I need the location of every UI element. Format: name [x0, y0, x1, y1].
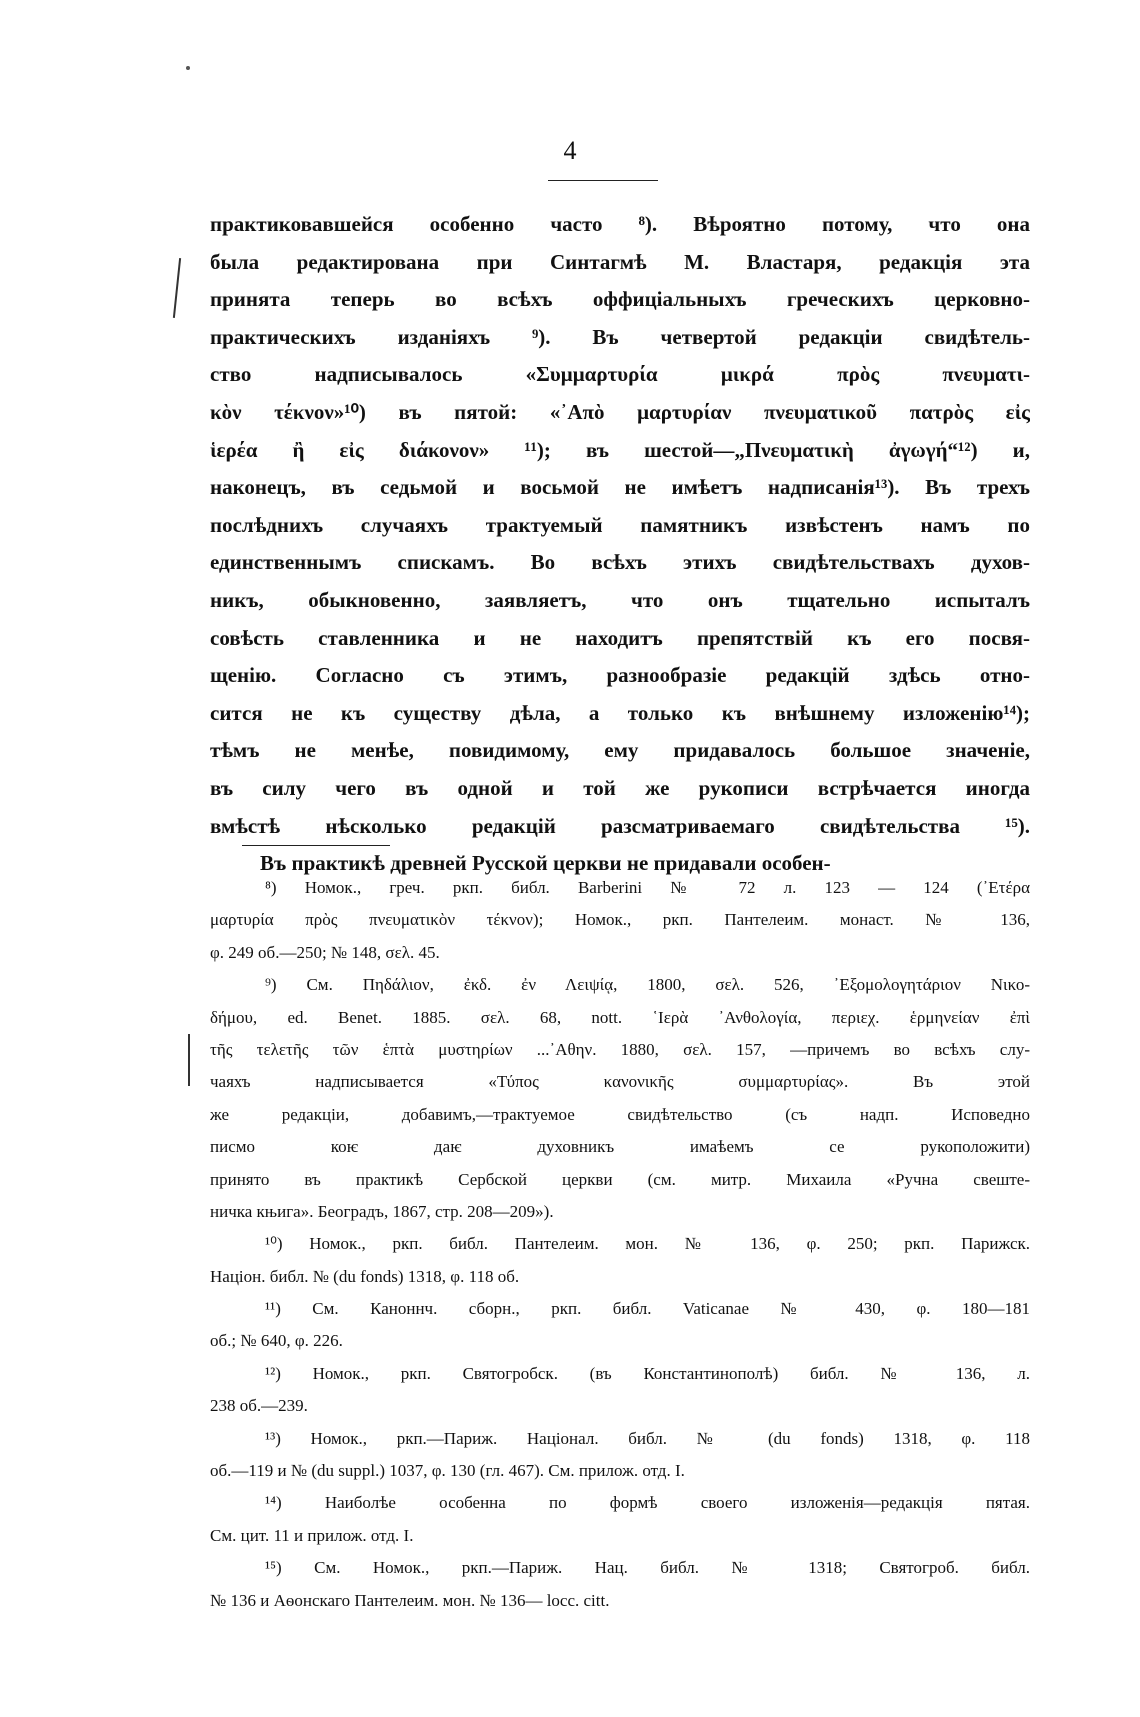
footnote-line: 238 об.—239.	[210, 1396, 308, 1416]
footnote-line: τῆς τελετῆς τῶν ἑπτὰ μυστηρίων ...᾿Αθην. 1880, σελ. 157, —причемъ во всѣхъ слу-	[210, 1039, 1030, 1059]
footnote-line: δήμου, ed. Benet. 1885. σελ. 68, nott. ῾Ιερὰ ᾿Ανθολογία, περιεχ. ἑρμηνείαν ἐπὶ	[210, 1007, 1030, 1027]
footnote-line: ничка књига». Београдъ, 1867, стр. 208—209»).	[210, 1201, 554, 1221]
footnote-line: чаяхъ надписывается «Τύπος κανονικῆς συμμαρτυρίας». Въ этой	[210, 1072, 1030, 1092]
footnote-line: ¹⁰) Номок., ркп. библ. Пантелеим. мон. № 136, φ. 250; ркп. Парижск.	[265, 1234, 1030, 1254]
page-number-rule	[548, 180, 658, 181]
main-text	[210, 206, 1030, 883]
margin-bracket-mark	[173, 258, 181, 318]
footnote-line: ¹⁵) См. Номок., ркп.—Париж. Нац. библ. № 1318; Святогроб. библ.	[265, 1558, 1030, 1578]
footnote-line: ⁸) Номок., греч. ркп. библ. Barberini № 72 л. 123 — 124 (᾿Ετέρα	[265, 878, 1030, 897]
footnote-line: писмо коѥ даѥ духовникъ имаѣемъ се рукоположити)	[210, 1137, 1030, 1157]
footnote-line: См. цит. 11 и прилож. отд. I.	[210, 1525, 414, 1545]
body-line: совѣсть ставленника и не находитъ препятствій къ его посвя-	[210, 625, 1030, 650]
footnote-line: ¹¹) См. Каноннч. сборн., ркп. библ. Vaticanae № 430, φ. 180—181	[265, 1299, 1030, 1319]
footnote-line: принято въ практикѣ Сербской церкви (см. митр. Михаила «Ручна свеште-	[210, 1169, 1030, 1189]
body-line: въ силу чего въ одной и той же рукописи встрѣчается иногда	[210, 775, 1030, 800]
footnote-line: μαρτυρία πρὸς πνευματικὸν τέκνον); Номок., ркп. Пантелеим. монаст. № 136,	[210, 910, 1030, 930]
margin-bracket-mark	[188, 1034, 190, 1086]
footnote-line: № 136 и Аѳонскаго Пантелеим. мон. № 136— locc. citt.	[210, 1590, 610, 1610]
body-line: щенію. Согласно съ этимъ, разнообразіе редакцій здѣсь отно-	[210, 663, 1030, 688]
footnote-separator	[242, 845, 390, 846]
body-line: единственнымъ спискамъ. Во всѣхъ этихъ свидѣтельствахъ духов-	[210, 550, 1030, 575]
footnote-line: Націон. библ. № (du fonds) 1318, φ. 118 об.	[210, 1266, 520, 1286]
footnote-line: ¹³) Номок., ркп.—Париж. Націонал. библ. № (du fonds) 1318, φ. 118	[265, 1428, 1030, 1448]
footnote-line: об.—119 и № (du suppl.) 1037, φ. 130 (гл. 467). См. прилож. отд. I.	[210, 1461, 685, 1481]
body-line: вмѣстѣ нѣсколько редакцій разсматриваемаго свидѣтельства ¹⁵).	[210, 813, 1030, 838]
footnote-line: об.; № 640, φ. 226.	[210, 1331, 343, 1351]
body-line: практическихъ изданіяхъ ⁹). Въ четвертой редакціи свидѣтель-	[210, 324, 1030, 349]
page-number: 4	[563, 136, 577, 165]
body-line: Въ практикѣ древней Русской церкви не придавали особен-	[260, 851, 831, 876]
body-line: послѣднихъ случаяхъ трактуемый памятникъ извѣстенъ намъ по	[210, 512, 1030, 537]
body-line: никъ, обыкновенно, заявляетъ, что онъ тщательно испыталъ	[210, 587, 1030, 612]
footnotes	[210, 872, 1030, 1617]
footnote-line: ⁹) См. Πηδάλιον, ἐκδ. ἐν Λειψίᾳ, 1800, σελ. 526, ᾿Εξομολογητάριον Νικο-	[265, 975, 1030, 995]
body-line: наконецъ, въ седьмой и восьмой не имѣетъ надписанія¹³). Въ трехъ	[210, 475, 1030, 500]
stray-dot-mark	[186, 66, 190, 70]
body-line: тѣмъ не менѣе, повидимому, ему придавалось большое значеніе,	[210, 738, 1030, 763]
body-line: принята теперь во всѣхъ оффиціальныхъ греческихъ церковно-	[210, 287, 1030, 312]
body-line: сится не къ существу дѣла, а только къ внѣшнему изложенію¹⁴);	[210, 700, 1030, 725]
footnote-line: ¹²) Номок., ркп. Святогробск. (въ Константинополѣ) библ. № 136, л.	[265, 1363, 1030, 1383]
body-line: практиковавшейся особенно часто ⁸). Вѣроятно потому, что она	[210, 212, 1030, 236]
body-line: ство надписывалось «Συμμαρτυρία μικρά πρὸς πνευματι-	[210, 362, 1030, 387]
footnote-line: ¹⁴) Наиболѣе особенна по формѣ своего изложенія—редакція пятая.	[265, 1493, 1030, 1513]
body-line: κὸν τέκνον»¹⁰) въ пятой: «᾿Απὸ μαρτυρίαν πνευματικοῦ πατρὸς εἰς	[210, 399, 1030, 424]
footnote-line: φ. 249 об.—250; № 148, σελ. 45.	[210, 942, 440, 962]
footnote-line: же редакціи, добавимъ,—трактуемое свидѣтельство (съ надп. Исповедно	[210, 1104, 1030, 1124]
body-line: была редактирована при Синтагмѣ М. Властаря, редакція эта	[210, 249, 1030, 274]
body-line: ἱερέα ἢ εἰς διάκονον» ¹¹); въ шестой—„Πνευματικὴ ἀγωγή“¹²) и,	[210, 437, 1030, 462]
